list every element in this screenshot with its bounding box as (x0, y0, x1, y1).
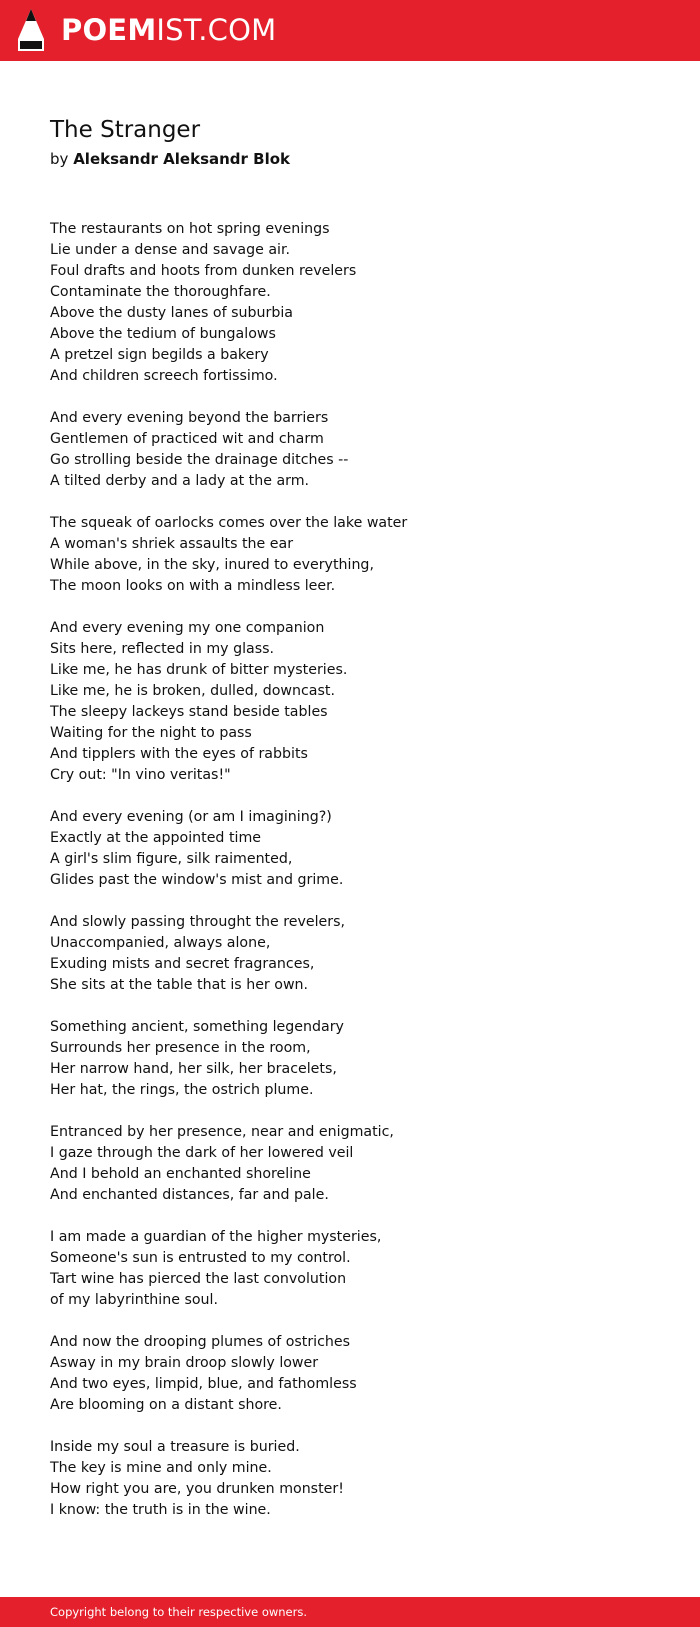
poem-line: Cry out: "In vino veritas!" (50, 767, 231, 783)
poem-stanza (50, 1332, 650, 1416)
poem-line: A girl's slim figure, silk raimented, (50, 851, 293, 867)
poem-line: A woman's shriek assaults the ear (50, 536, 294, 552)
poem-stanza (50, 1227, 650, 1311)
poem-stanza (50, 1017, 650, 1101)
poem-line: Tart wine has pierced the last convolution (50, 1271, 347, 1287)
poem-line: Something ancient, something legendary (50, 1019, 344, 1035)
poem-body (50, 219, 650, 1542)
poem-line: Waiting for the night to pass (50, 725, 252, 741)
poem-line: Sits here, reflected in my glass. (50, 641, 275, 657)
poem-byline (50, 148, 290, 170)
poem-line: And enchanted distances, far and pale. (50, 1187, 329, 1203)
poem-line: The sleepy lackeys stand beside tables (50, 704, 328, 720)
poem-author[interactable]: Aleksandr Aleksandr Blok (73, 150, 291, 168)
poem-line: A pretzel sign begilds a bakery (50, 347, 269, 363)
poem-stanza (50, 618, 650, 786)
poem-line: And children screech fortissimo. (50, 368, 278, 384)
poem-line: Are blooming on a distant shore. (50, 1397, 282, 1413)
poem-line: I know: the truth is in the wine. (50, 1502, 271, 1518)
site-logo[interactable] (61, 12, 276, 48)
poem-line: Inside my soul a treasure is buried. (50, 1439, 300, 1455)
poem-line: And every evening beyond the barriers (50, 410, 329, 426)
poem-line: And tipplers with the eyes of rabbits (50, 746, 308, 762)
site-header (0, 0, 700, 61)
poem-line: Exuding mists and secret fragrances, (50, 956, 315, 972)
poem-line: Entranced by her presence, near and enigmatic, (50, 1124, 394, 1140)
poem-line: And two eyes, limpid, blue, and fathomless (50, 1376, 357, 1392)
site-footer (0, 1597, 700, 1627)
poem-line: I gaze through the dark of her lowered veil (50, 1145, 354, 1161)
poem-stanza (50, 408, 650, 492)
brand-bold: POEM (61, 13, 157, 47)
poem-line: Above the tedium of bungalows (50, 326, 276, 342)
poem-line: She sits at the table that is her own. (50, 977, 309, 993)
poem-line: And every evening my one companion (50, 620, 325, 636)
poem-line: Glides past the window's mist and grime. (50, 872, 344, 888)
poem-line: And slowly passing throught the revelers, (50, 914, 345, 930)
poem-line: Asway in my brain droop slowly lower (50, 1355, 319, 1371)
poem-line: Her hat, the rings, the ostrich plume. (50, 1082, 314, 1098)
poem-line: Like me, he is broken, dulled, downcast. (50, 683, 335, 699)
poem-line: And now the drooping plumes of ostriches (50, 1334, 351, 1350)
poem-line: Contaminate the thoroughfare. (50, 284, 271, 300)
poem-line: And I behold an enchanted shoreline (50, 1166, 311, 1182)
poem-line: Above the dusty lanes of suburbia (50, 305, 293, 321)
poem-title: The Stranger (50, 117, 201, 143)
poem-line: Lie under a dense and savage air. (50, 242, 291, 258)
poem-stanza (50, 807, 650, 891)
poem-line: Someone's sun is entrusted to my control. (50, 1250, 351, 1266)
poem-stanza (50, 1122, 650, 1206)
poem-line: The moon looks on with a mindless leer. (50, 578, 336, 594)
poem-line: While above, in the sky, inured to everything, (50, 557, 374, 573)
poem-line: Unaccompanied, always alone, (50, 935, 271, 951)
poem-line: Foul drafts and hoots from dunken revelers (50, 263, 357, 279)
poem-line: The restaurants on hot spring evenings (50, 221, 330, 237)
poem-line: of my labyrinthine soul. (50, 1292, 218, 1308)
poem-line: Her narrow hand, her silk, her bracelets, (50, 1061, 337, 1077)
pencil-icon[interactable] (18, 9, 44, 51)
poem-line: Like me, he has drunk of bitter mysteries. (50, 662, 348, 678)
poem-line: The squeak of oarlocks comes over the lake water (50, 515, 408, 531)
poem-line: How right you are, you drunken monster! (50, 1481, 344, 1497)
poem-stanza (50, 513, 650, 597)
poem-line: Go strolling beside the drainage ditches -- (50, 452, 349, 468)
poem-stanza (50, 1437, 650, 1521)
brand-light: IST.COM (156, 13, 277, 47)
poem-line: Exactly at the appointed time (50, 830, 262, 846)
poem-stanza (50, 219, 650, 387)
poem-line: The key is mine and only mine. (50, 1460, 272, 1476)
poem-line: And every evening (or am I imagining?) (50, 809, 332, 825)
poem-line: Gentlemen of practiced wit and charm (50, 431, 324, 447)
poem-line: Surrounds her presence in the room, (50, 1040, 311, 1056)
poem-stanza (50, 912, 650, 996)
by-prefix: by (50, 150, 69, 168)
poem-line: A tilted derby and a lady at the arm. (50, 473, 310, 489)
copyright-text: Copyright belong to their respective owners. (50, 1605, 308, 1619)
poem-line: I am made a guardian of the higher mysteries, (50, 1229, 382, 1245)
